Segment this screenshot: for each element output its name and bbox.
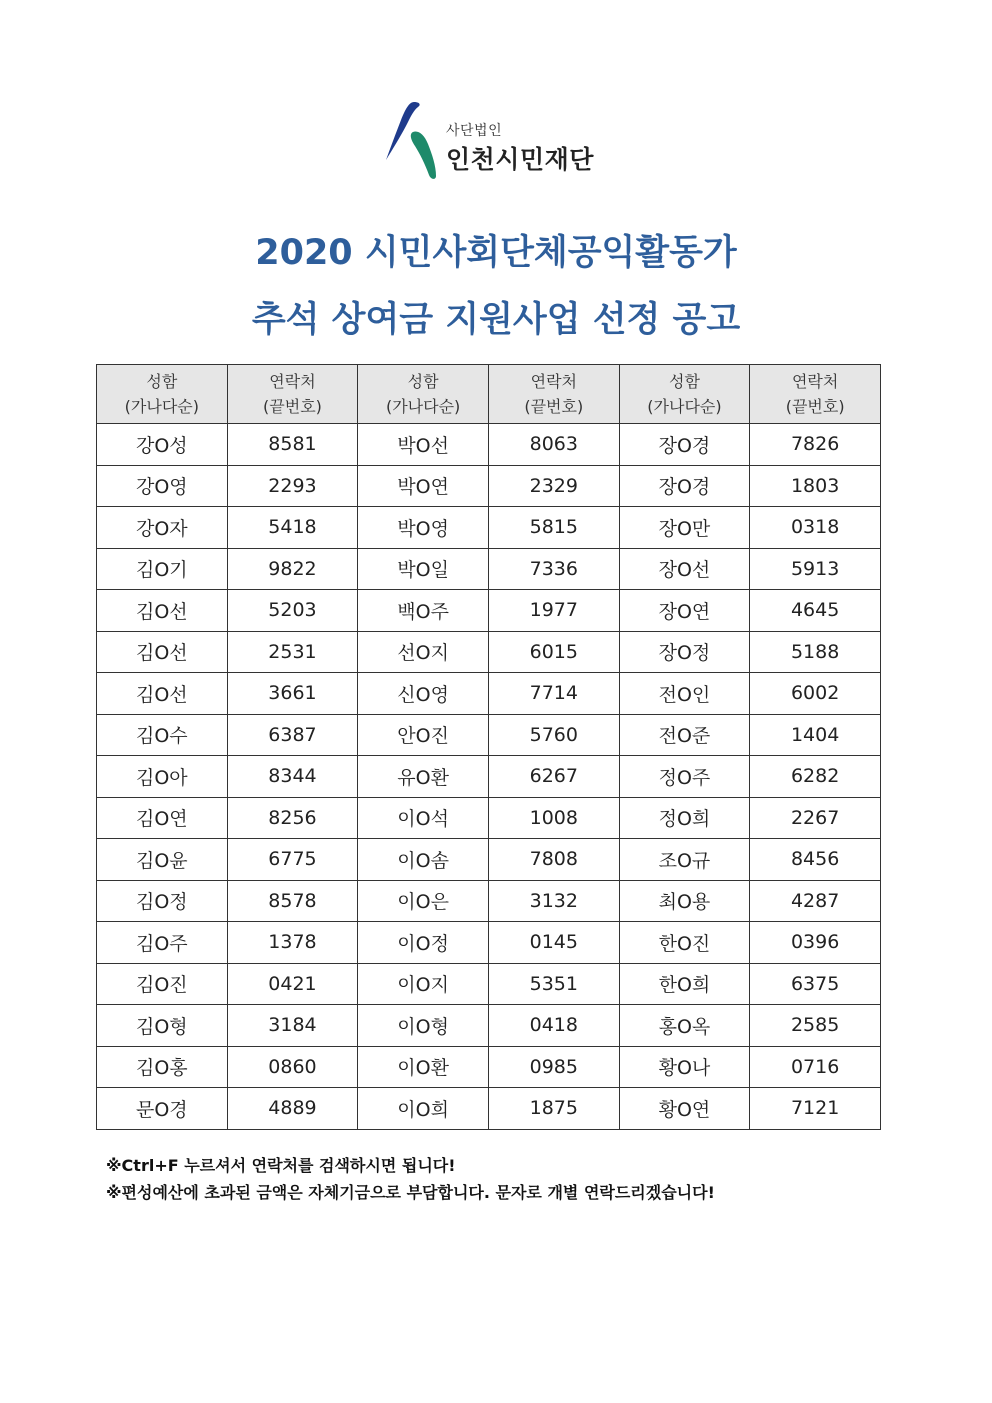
header-contact-1 bbox=[227, 365, 358, 424]
contact-cell: 8256 bbox=[227, 797, 358, 839]
name-cell: 한O진 bbox=[619, 922, 750, 964]
name-cell: 김O수 bbox=[97, 714, 228, 756]
contact-cell: 6775 bbox=[227, 839, 358, 881]
table-row bbox=[97, 507, 881, 549]
name-cell: 이O은 bbox=[358, 880, 489, 922]
contact-cell: 5913 bbox=[750, 548, 881, 590]
contact-cell: 0145 bbox=[488, 922, 619, 964]
table-header-row bbox=[97, 365, 881, 424]
org-name: 인천시민재단 bbox=[446, 145, 594, 174]
contact-cell: 0396 bbox=[750, 922, 881, 964]
page-title-line2: 추석 상여금 지원사업 선정 공고 bbox=[251, 300, 741, 340]
contact-cell: 5418 bbox=[227, 507, 358, 549]
name-cell: 김O기 bbox=[97, 548, 228, 590]
contact-cell: 5351 bbox=[488, 963, 619, 1005]
table-row bbox=[97, 1005, 881, 1047]
header-name-3 bbox=[619, 365, 750, 424]
contact-cell: 0860 bbox=[227, 1046, 358, 1088]
name-cell: 강O영 bbox=[97, 465, 228, 507]
name-cell: 이O지 bbox=[358, 963, 489, 1005]
header-label: 연락처 bbox=[530, 372, 577, 391]
header-label: 성함 bbox=[407, 372, 439, 391]
header-label: 성함 bbox=[668, 372, 700, 391]
name-cell: 백O주 bbox=[358, 590, 489, 632]
name-cell: 이O솜 bbox=[358, 839, 489, 881]
contact-cell: 1977 bbox=[488, 590, 619, 632]
contact-cell: 7121 bbox=[750, 1088, 881, 1130]
name-cell: 문O경 bbox=[97, 1088, 228, 1130]
foundation-logo-icon bbox=[384, 100, 444, 184]
table-row bbox=[97, 673, 881, 715]
contact-cell: 7336 bbox=[488, 548, 619, 590]
selection-table bbox=[96, 364, 881, 1130]
name-cell: 박O영 bbox=[358, 507, 489, 549]
header-sublabel: (가나다순) bbox=[385, 397, 461, 416]
contact-cell: 5203 bbox=[227, 590, 358, 632]
name-cell: 이O석 bbox=[358, 797, 489, 839]
table-row bbox=[97, 548, 881, 590]
table-row bbox=[97, 590, 881, 632]
contact-cell: 4889 bbox=[227, 1088, 358, 1130]
contact-cell: 1803 bbox=[750, 465, 881, 507]
header-label: 연락처 bbox=[269, 372, 316, 391]
contact-cell: 5815 bbox=[488, 507, 619, 549]
contact-cell: 0318 bbox=[750, 507, 881, 549]
notes bbox=[106, 1152, 715, 1206]
contact-cell: 6015 bbox=[488, 631, 619, 673]
table-row bbox=[97, 424, 881, 466]
contact-cell: 6387 bbox=[227, 714, 358, 756]
contact-cell: 1378 bbox=[227, 922, 358, 964]
header-contact-2 bbox=[488, 365, 619, 424]
name-cell: 장O경 bbox=[619, 465, 750, 507]
contact-cell: 2267 bbox=[750, 797, 881, 839]
contact-cell: 3184 bbox=[227, 1005, 358, 1047]
contact-cell: 1008 bbox=[488, 797, 619, 839]
name-cell: 신O영 bbox=[358, 673, 489, 715]
name-cell: 이O형 bbox=[358, 1005, 489, 1047]
name-cell: 박O일 bbox=[358, 548, 489, 590]
header-sublabel: (가나다순) bbox=[647, 397, 722, 416]
name-cell: 강O자 bbox=[97, 507, 228, 549]
contact-cell: 3661 bbox=[227, 673, 358, 715]
contact-cell: 8344 bbox=[227, 756, 358, 798]
name-cell: 안O진 bbox=[358, 714, 489, 756]
contact-cell: 5760 bbox=[488, 714, 619, 756]
name-cell: 전O인 bbox=[619, 673, 750, 715]
contact-cell: 8456 bbox=[750, 839, 881, 881]
name-cell: 김O아 bbox=[97, 756, 228, 798]
header-label: 연락처 bbox=[791, 372, 839, 391]
name-cell: 김O홍 bbox=[97, 1046, 228, 1088]
table-row bbox=[97, 631, 881, 673]
contact-cell: 8063 bbox=[488, 424, 619, 466]
contact-cell: 6267 bbox=[488, 756, 619, 798]
name-cell: 김O형 bbox=[97, 1005, 228, 1047]
contact-cell: 4645 bbox=[750, 590, 881, 632]
contact-cell: 6002 bbox=[750, 673, 881, 715]
table-row bbox=[97, 797, 881, 839]
name-cell: 정O주 bbox=[619, 756, 750, 798]
contact-cell: 1875 bbox=[488, 1088, 619, 1130]
contact-cell: 9822 bbox=[227, 548, 358, 590]
header-sublabel: (끝번호) bbox=[524, 397, 584, 416]
name-cell: 선O지 bbox=[358, 631, 489, 673]
header-sublabel: (끝번호) bbox=[785, 397, 845, 416]
note-budget-notice: ※편성예산에 초과된 금액은 자체기금으로 부담합니다. 문자로 개별 연락드리겠습니다! bbox=[106, 1183, 715, 1202]
name-cell: 황O연 bbox=[619, 1088, 750, 1130]
name-cell: 이O정 bbox=[358, 922, 489, 964]
contact-cell: 0421 bbox=[227, 963, 358, 1005]
name-cell: 조O규 bbox=[619, 839, 750, 881]
note-search-hint: ※Ctrl+F 누르셔서 연락처를 검색하시면 됩니다! bbox=[106, 1156, 456, 1175]
name-cell: 김O선 bbox=[97, 590, 228, 632]
contact-cell: 6375 bbox=[750, 963, 881, 1005]
name-cell: 김O진 bbox=[97, 963, 228, 1005]
header-contact-3 bbox=[750, 365, 881, 424]
table-row bbox=[97, 922, 881, 964]
header-sublabel: (끝번호) bbox=[263, 397, 322, 416]
header-label: 성함 bbox=[146, 372, 178, 391]
name-cell: 정O희 bbox=[619, 797, 750, 839]
contact-cell: 8581 bbox=[227, 424, 358, 466]
name-cell: 최O용 bbox=[619, 880, 750, 922]
name-cell: 한O희 bbox=[619, 963, 750, 1005]
contact-cell: 7714 bbox=[488, 673, 619, 715]
contact-cell: 7826 bbox=[750, 424, 881, 466]
name-cell: 강O성 bbox=[97, 424, 228, 466]
table-row bbox=[97, 714, 881, 756]
table-row bbox=[97, 465, 881, 507]
name-cell: 김O선 bbox=[97, 673, 228, 715]
name-cell: 박O연 bbox=[358, 465, 489, 507]
contact-cell: 0716 bbox=[750, 1046, 881, 1088]
contact-cell: 4287 bbox=[750, 880, 881, 922]
name-cell: 김O주 bbox=[97, 922, 228, 964]
contact-cell: 0985 bbox=[488, 1046, 619, 1088]
contact-cell: 2329 bbox=[488, 465, 619, 507]
contact-cell: 0418 bbox=[488, 1005, 619, 1047]
name-cell: 이O희 bbox=[358, 1088, 489, 1130]
table-row bbox=[97, 1088, 881, 1130]
table-row bbox=[97, 756, 881, 798]
table-body bbox=[97, 424, 881, 1130]
name-cell: 전O준 bbox=[619, 714, 750, 756]
table-row bbox=[97, 880, 881, 922]
contact-cell: 2585 bbox=[750, 1005, 881, 1047]
contact-cell: 6282 bbox=[750, 756, 881, 798]
foundation-logo bbox=[384, 100, 624, 184]
page-title-line1: 2020 시민사회단체공익활동가 bbox=[255, 233, 737, 273]
name-cell: 장O정 bbox=[619, 631, 750, 673]
name-cell: 장O연 bbox=[619, 590, 750, 632]
name-cell: 홍O옥 bbox=[619, 1005, 750, 1047]
contact-cell: 1404 bbox=[750, 714, 881, 756]
name-cell: 장O경 bbox=[619, 424, 750, 466]
name-cell: 김O정 bbox=[97, 880, 228, 922]
name-cell: 박O선 bbox=[358, 424, 489, 466]
contact-cell: 7808 bbox=[488, 839, 619, 881]
name-cell: 이O환 bbox=[358, 1046, 489, 1088]
header-name-1 bbox=[97, 365, 228, 424]
table-row bbox=[97, 839, 881, 881]
name-cell: 유O환 bbox=[358, 756, 489, 798]
header-name-2 bbox=[358, 365, 489, 424]
name-cell: 황O나 bbox=[619, 1046, 750, 1088]
table-row bbox=[97, 963, 881, 1005]
contact-cell: 5188 bbox=[750, 631, 881, 673]
org-subtitle: 사단법인 bbox=[446, 123, 503, 139]
header-sublabel: (가나다순) bbox=[124, 397, 199, 416]
name-cell: 김O선 bbox=[97, 631, 228, 673]
contact-cell: 2531 bbox=[227, 631, 358, 673]
name-cell: 장O선 bbox=[619, 548, 750, 590]
contact-cell: 2293 bbox=[227, 465, 358, 507]
name-cell: 김O연 bbox=[97, 797, 228, 839]
contact-cell: 3132 bbox=[488, 880, 619, 922]
name-cell: 김O윤 bbox=[97, 839, 228, 881]
table-row bbox=[97, 1046, 881, 1088]
name-cell: 장O만 bbox=[619, 507, 750, 549]
contact-cell: 8578 bbox=[227, 880, 358, 922]
